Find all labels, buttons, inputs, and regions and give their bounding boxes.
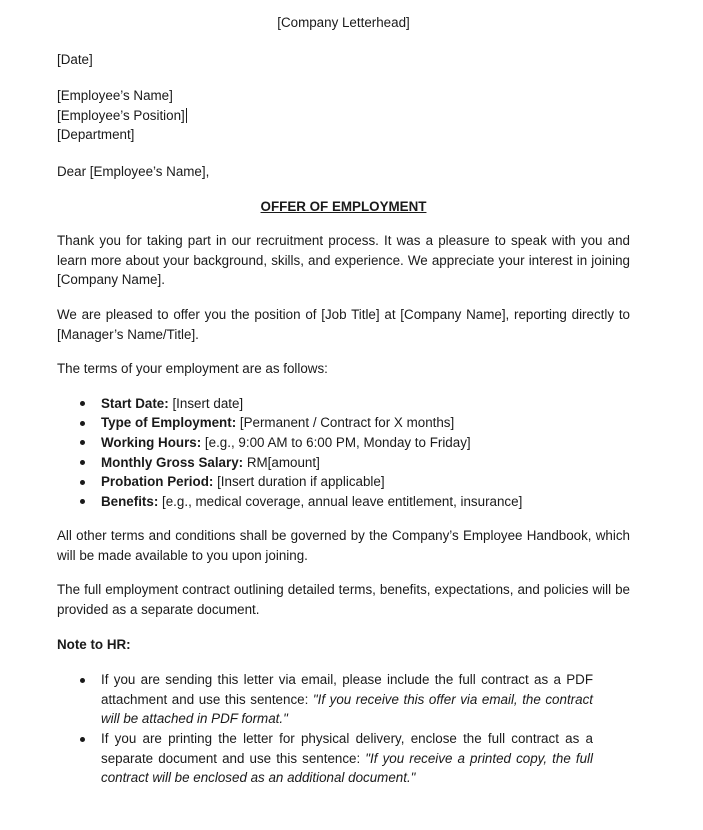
list-item <box>57 413 630 433</box>
terms-list <box>57 394 630 512</box>
note-text: If you are sending this letter via email, please include the full contract as a PDF attachment and use this sentence: <box>101 672 593 707</box>
term-value: RM[amount] <box>243 454 320 470</box>
handbook-paragraph: All other terms and conditions shall be governed by the Company’s Employee Handbook, which will be made available to you upon joining. <box>57 528 630 563</box>
offer-paragraph: We are pleased to offer you the position of [Job Title] at [Company Name], reporting directly to [Manager’s Name/Title]. <box>57 306 630 342</box>
term-label: Benefits: <box>101 493 159 509</box>
list-item <box>57 670 630 729</box>
term-value: [e.g., 9:00 AM to 6:00 PM, Monday to Friday] <box>201 434 471 450</box>
list-item <box>57 433 630 453</box>
text-cursor <box>186 108 187 123</box>
employee-department: [Department] <box>57 127 135 143</box>
list-item <box>57 453 630 473</box>
list-item <box>57 472 630 492</box>
employee-name: [Employee’s Name] <box>57 88 173 104</box>
hr-note-list <box>57 670 630 788</box>
intro-paragraph: Thank you for taking part in our recruitment process. It was a pleasure to speak with you and learn more about your background, skills, and experience. We appreciate your interest in joining [Company Name]. <box>57 233 630 288</box>
employee-position-line[interactable] <box>57 106 630 126</box>
hr-note-title: Note to HR: <box>57 636 131 652</box>
list-item <box>57 492 630 512</box>
term-value: [Permanent / Contract for X months] <box>236 415 455 431</box>
note-text: If you are printing the letter for physical delivery, enclose the full contract as a separate document and use this sentence: <box>101 731 593 766</box>
list-item <box>57 729 630 788</box>
note-quote: "If you receive this offer via email, the contract will be attached in PDF format." <box>101 691 593 727</box>
term-value: [Insert duration if applicable] <box>213 474 385 490</box>
term-label: Start Date: <box>101 395 169 411</box>
term-label: Probation Period: <box>101 474 214 490</box>
offer-letter <box>57 13 630 803</box>
employee-position: [Employee’s Position] <box>57 107 185 123</box>
letter-heading: OFFER OF EMPLOYMENT <box>260 198 427 214</box>
term-label: Working Hours: <box>101 434 202 450</box>
date-line: [Date] <box>57 51 93 67</box>
term-value: [Insert date] <box>168 395 244 411</box>
recipient-block <box>57 86 630 145</box>
letterhead: [Company Letterhead] <box>277 15 410 30</box>
term-value: [e.g., medical coverage, annual leave entitlement, insurance] <box>158 493 523 509</box>
term-label: Type of Employment: <box>101 415 237 431</box>
note-quote: "If you receive a printed copy, the full contract will be enclosed as an additional document." <box>101 750 593 786</box>
contract-paragraph: The full employment contract outlining detailed terms, benefits, expectations, and policies will be provided as a separate document. <box>57 582 630 618</box>
terms-intro: The terms of your employment are as follows: <box>57 361 328 377</box>
term-label: Monthly Gross Salary: <box>101 454 244 470</box>
list-item <box>57 394 630 414</box>
salutation: Dear [Employee’s Name], <box>57 163 210 179</box>
